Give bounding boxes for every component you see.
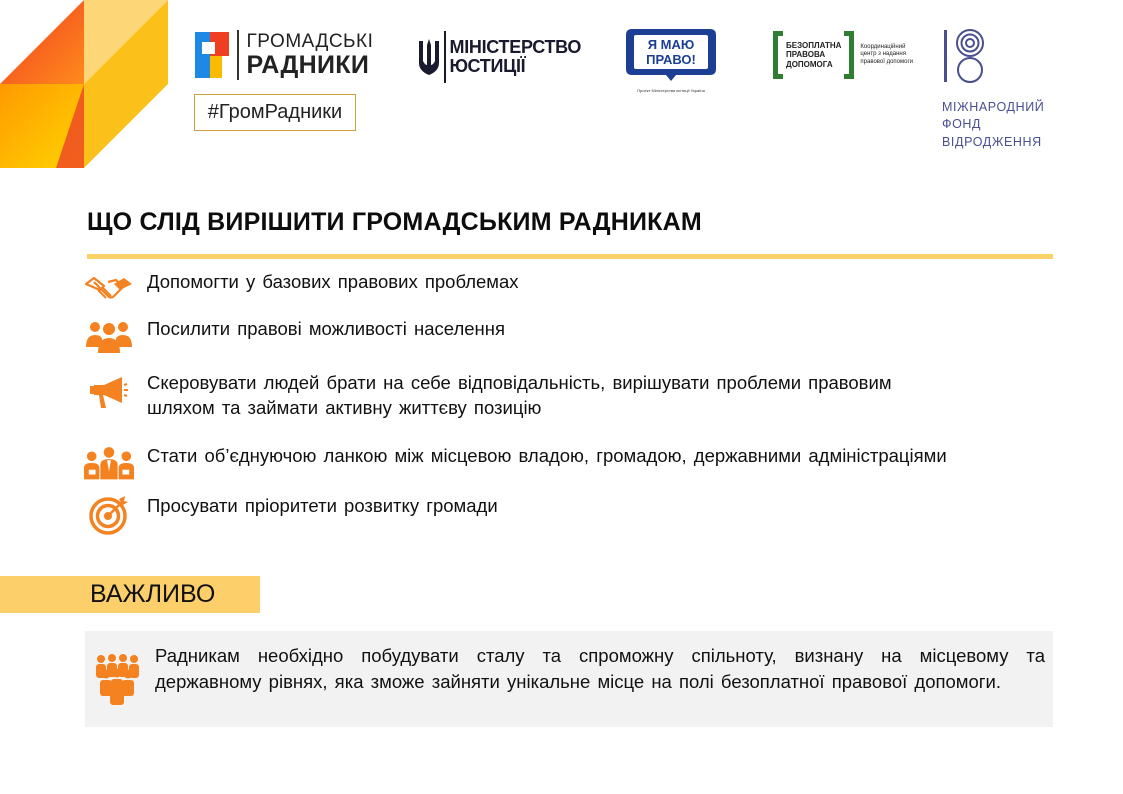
logo-divider (237, 30, 239, 80)
logo-bezoplatna-pravova-dopomoga (773, 31, 913, 79)
important-banner (0, 576, 260, 613)
important-label: ВАЖЛИВО (90, 580, 216, 608)
hashtag-box: #ГромРадники (194, 94, 356, 131)
ya-line2: ПРАВО! (646, 52, 696, 67)
bpd-sub1: Координаційний (860, 44, 906, 51)
list-item-empower (84, 317, 505, 355)
list-item-text: Посилити правові можливості населення (147, 318, 505, 339)
bpd-line3: ДОПОМОГА (786, 59, 833, 69)
mfv-line1: МІЖНАРОДНИЙ (942, 100, 1045, 114)
logo-text-line1: ГРОМАДСЬКІ (246, 30, 374, 52)
ya-line1: Я МАЮ (647, 37, 695, 52)
corner-decoration (0, 0, 170, 170)
logo-gromadski-radnyky (195, 30, 373, 80)
crowd-icon (93, 653, 141, 705)
title-underline (87, 254, 1053, 259)
target-icon (89, 495, 129, 535)
ministry-line2: ЮСТИЦІЇ (449, 56, 526, 76)
logo-text-line2: РАДНИКИ (246, 50, 370, 79)
ministry-line1: МІНІСТЕРСТВО (449, 37, 582, 58)
list-item-link (84, 444, 947, 482)
note-text: Радникам необхідно побудувати сталу та спроможну спільноту, визнану на місцевому та державному рівнях, яка зможе зайняти унікальне місце на полі безоплатної правової допомоги. (155, 645, 1045, 692)
bpd-line2: ПРАВОВА (786, 50, 826, 60)
list-item-text: Просувати пріоритети розвитку громади (147, 495, 498, 516)
bracket-right-icon (844, 31, 854, 79)
logo-ministry-justice (417, 31, 581, 83)
list-item-promote (84, 494, 498, 536)
bpd-line1: БЕЗОПЛАТНА (786, 41, 842, 51)
bracket-left-icon (773, 31, 783, 79)
list-item-guide (84, 371, 892, 421)
list-item-text: Допомогти у базових правових проблемах (147, 271, 519, 292)
mfv-line3: ВІДРОДЖЕННЯ (942, 134, 1042, 149)
logo-ya-mayu-pravo (626, 29, 716, 93)
bpd-sub3: правової допомоги (860, 58, 914, 65)
megaphone-icon (90, 375, 128, 411)
list-item-help (84, 270, 519, 308)
list-item-text: Стати об’єднуючою ланкою між місцевою владою, громадою, державними адміністраціями (147, 445, 947, 466)
business-people-icon (84, 446, 134, 480)
people-group-icon (85, 319, 133, 353)
mfv-emblem-icon (942, 28, 988, 86)
page-title: ЩО СЛІД ВИРІШИТИ ГРОМАДСЬКИМ РАДНИКАМ (87, 208, 702, 236)
trident-icon (417, 37, 441, 77)
list-item-text-line2: шляхом та займати активну життєву позицію (147, 396, 542, 418)
important-note (85, 631, 1053, 727)
mfv-line2: ФОНД (942, 117, 982, 132)
ministry-divider (444, 31, 446, 83)
bpd-sub2: центр з надання (860, 51, 906, 58)
logo-mfv (942, 28, 1044, 151)
list-item-text-line1: Скеровувати людей брати на себе відповідальність, вирішувати проблеми правовим (147, 372, 892, 393)
radnyky-r-icon (195, 32, 229, 78)
handshake-icon (84, 274, 134, 304)
ya-caption: Проект Міністерства юстиції України (637, 88, 705, 93)
